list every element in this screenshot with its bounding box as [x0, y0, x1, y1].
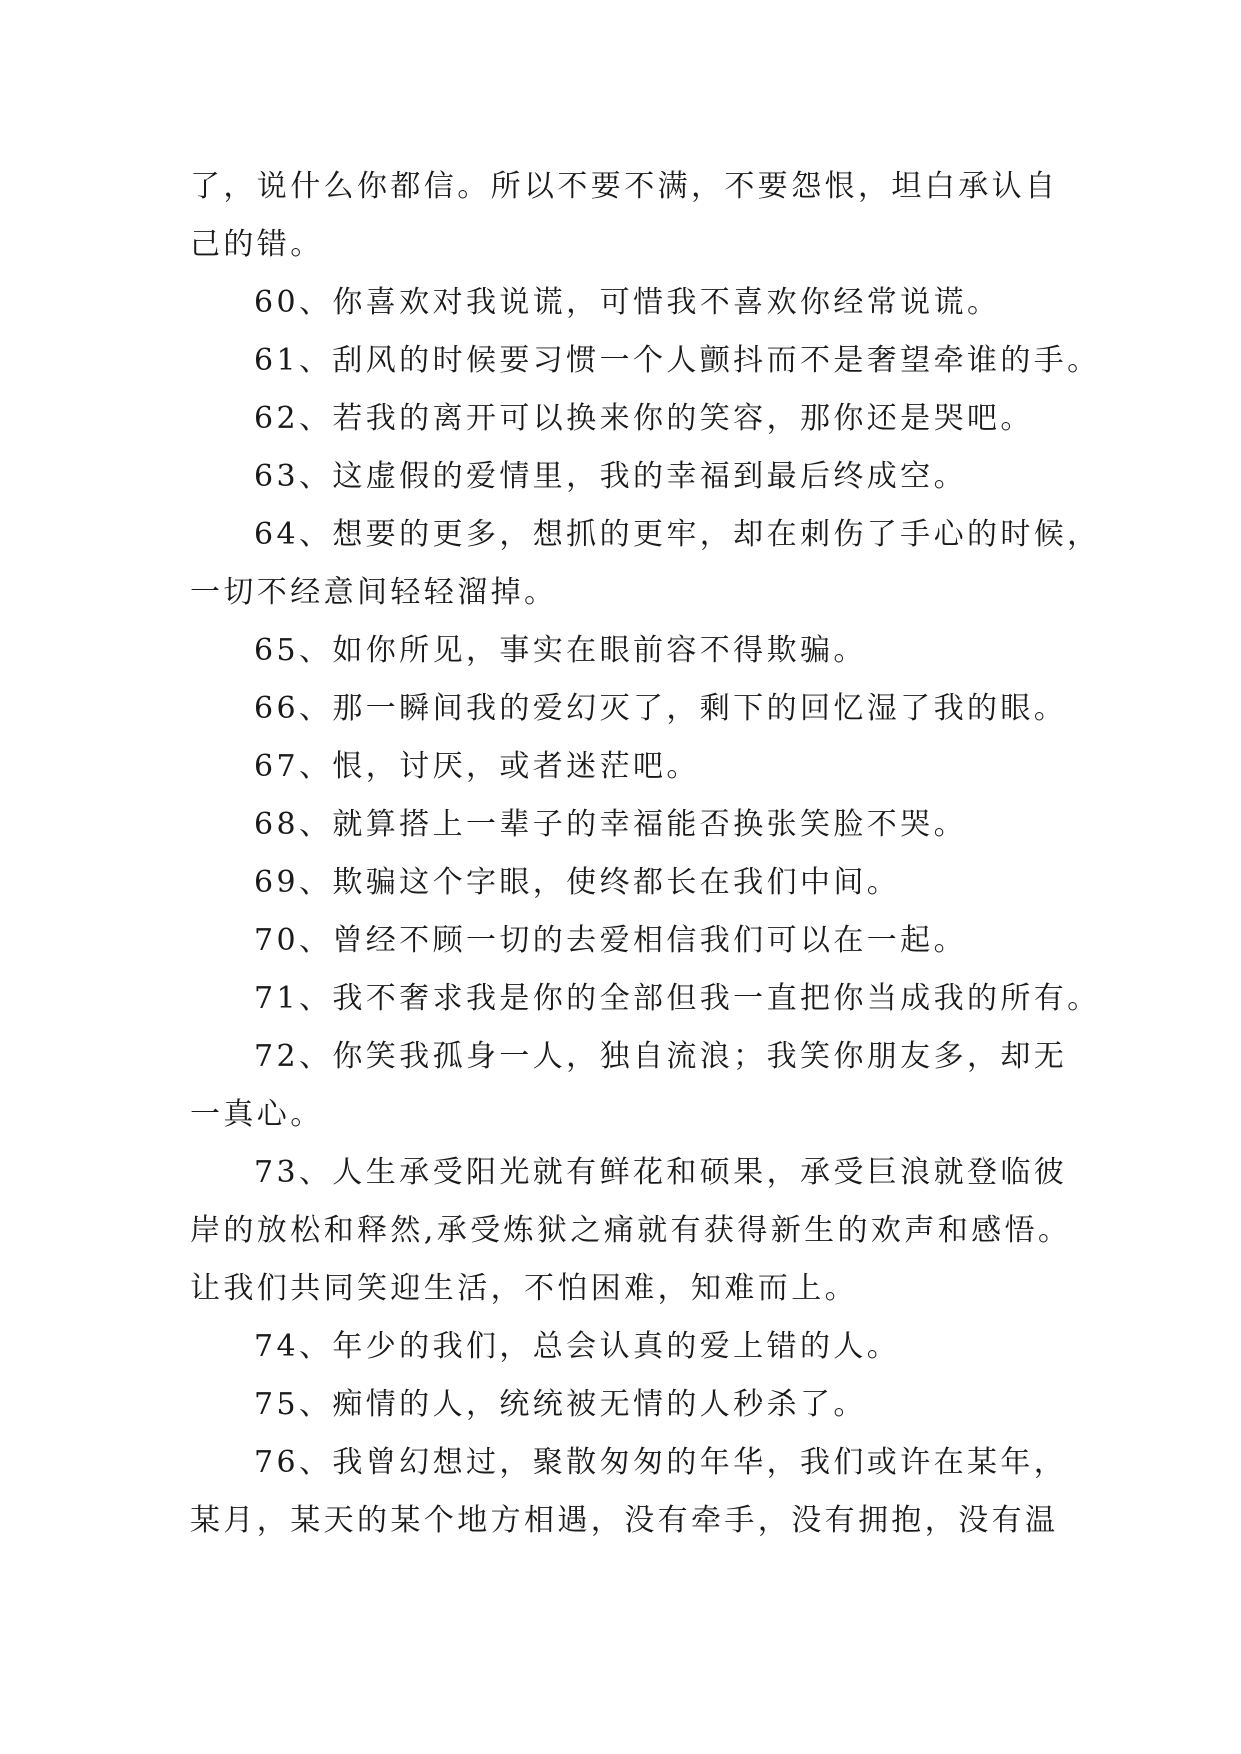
text-line: 让我们共同笑迎生活，不怕困难，知难而上。 [190, 1271, 858, 1306]
text-line: 70、曾经不顾一切的去爱相信我们可以在一起。 [254, 923, 967, 958]
text-line: 66、那一瞬间我的爱幻灭了，剩下的回忆湿了我的眼。 [254, 691, 1068, 726]
text-line: 72、你笑我孤身一人，独自流浪；我笑你朋友多，却无 [254, 1039, 1068, 1074]
document-body [190, 158, 1101, 1550]
text-line: 某月，某天的某个地方相遇，没有牵手，没有拥抱，没有温 [190, 1503, 1059, 1538]
text-line: 71、我不奢求我是你的全部但我一直把你当成我的所有。 [254, 981, 1101, 1016]
text-line: 62、若我的离开可以换来你的笑容，那你还是哭吧。 [254, 401, 1034, 436]
text-line: 75、痴情的人，统统被无情的人秒杀了。 [254, 1387, 867, 1422]
text-line: 60、你喜欢对我说谎，可惜我不喜欢你经常说谎。 [254, 285, 1001, 320]
text-line: 一切不经意间轻轻溜掉。 [190, 575, 558, 610]
text-line: 己的错。 [190, 227, 324, 262]
text-line: 69、欺骗这个字眼，使终都长在我们中间。 [254, 865, 901, 900]
text-line: 61、刮风的时候要习惯一个人颤抖而不是奢望牵谁的手。 [254, 343, 1101, 378]
text-line: 了，说什么你都信。所以不要不满，不要怨恨，坦白承认自 [190, 169, 1059, 204]
text-line: 一真心。 [190, 1097, 324, 1132]
text-line: 64、想要的更多，想抓的更牢，却在刺伤了手心的时候， [254, 517, 1101, 552]
text-line: 65、如你所见，事实在眼前容不得欺骗。 [254, 633, 867, 668]
text-line: 73、人生承受阳光就有鲜花和硕果，承受巨浪就登临彼 [254, 1155, 1068, 1190]
text-line: 67、恨，讨厌，或者迷茫吧。 [254, 749, 700, 784]
text-line: 68、就算搭上一辈子的幸福能否换张笑脸不哭。 [254, 807, 967, 842]
text-line: 74、年少的我们，总会认真的爱上错的人。 [254, 1329, 901, 1364]
text-line: 76、我曾幻想过，聚散匆匆的年华，我们或许在某年， [254, 1445, 1068, 1480]
text-line: 63、这虚假的爱情里，我的幸福到最后终成空。 [254, 459, 967, 494]
text-line: 岸的放松和释然,承受炼狱之痛就有获得新生的欢声和感悟。 [190, 1213, 1072, 1248]
